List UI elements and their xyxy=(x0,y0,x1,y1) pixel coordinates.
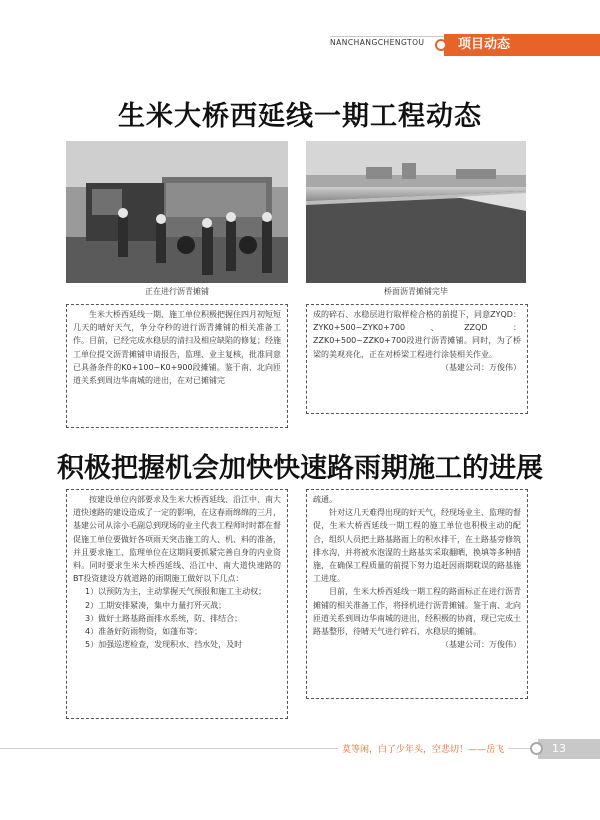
footer-rule xyxy=(0,748,600,749)
section-tab: 项目动态 xyxy=(444,34,600,56)
article1-signature: （基建公司：万俊伟） xyxy=(441,362,521,372)
photo-paving-in-progress xyxy=(66,141,288,283)
section-tab-dot-icon xyxy=(435,39,447,51)
list-item: 2）工期安排紧凑，集中力量打歼灭战； xyxy=(85,600,227,610)
article2-intro: 按建设单位内部要求及生米大桥西延线、沿江中、南大道快速路的建设造成了一定的影响，在这春雨绵绵的三月，基建公司从涂小毛副总到现场的业主代表工程师时时都在督促施工单位要做好各项雨天突击施工的人、机、料的准备，并且要求施工、监理单位在这期间要抓紧完善自身的内业资料。同时要求生米大桥西延线、沿江中、南大道快速路的BT投资建设方就道路的雨期施工做好以下几点： xyxy=(73,495,281,584)
article2-column-1 xyxy=(66,489,288,719)
article1-paragraph: 生米大桥西延线一期、施工单位积极把握住四月初短短几天的晴好天气，争分夺秒的进行沥青摊铺的相关准备工作。目前，已经完成水稳层的清扫及相应缺陷的修复；经施工单位提交沥青摊铺申请报告，监理、业主复核，批准同意已具备条件的K0+100~K0+900段摊铺。鉴于南、北向匝道关系到周边华南城的进出，在对已摊铺完 xyxy=(73,310,281,386)
article2-signature: （基建公司：万俊伟） xyxy=(441,640,521,650)
photo-paved-bridge-deck xyxy=(306,141,526,283)
photo2-caption: 桥面沥青摊铺完毕 xyxy=(384,287,448,296)
article1-paragraph-continued: 成的碎石、水稳层进行取样检合格的前提下，同意ZYQD：ZYK0+500~ZYK0+700、ZZQD：ZZK0+500~ZZK0+700段进行沥青摊铺。同时，为了桥梁的美观亮化，正在对桥梁工程进行涂装相关作业。 xyxy=(313,310,521,359)
article1-column-2 xyxy=(306,304,528,414)
bridge-deck-illustration xyxy=(306,141,526,283)
footer-quote: 莫等闲，白了少年头，空悲切！——岳飞 xyxy=(338,742,508,755)
photo1-caption: 正在进行沥青摊铺 xyxy=(145,287,209,296)
article1-column-1 xyxy=(66,304,288,428)
article2-continuation: 疏通。 xyxy=(313,495,337,504)
page-number-dot-icon xyxy=(530,742,543,755)
article2-column-2 xyxy=(306,489,528,699)
article1-title: 生米大桥西延线一期工程动态 xyxy=(118,101,482,132)
list-item: 4）准备好防雨物资，如蓬布等； xyxy=(85,627,203,637)
page-number: 13 xyxy=(538,739,600,759)
list-item: 3）做好土路基路面排水系统，防、排结合； xyxy=(85,613,243,623)
list-item: 5）加强巡逻检查，发现积水、挡水处，及时 xyxy=(85,640,243,650)
paving-scene-illustration xyxy=(66,141,288,283)
list-item: 1）以预防为主，主动掌握天气预报和施工主动权； xyxy=(85,587,267,597)
article2-title: 积极把握机会加快快速路雨期施工的进展 xyxy=(57,453,543,484)
article2-paragraph: 目前，生米大桥西延线一期工程的路面标正在进行沥青摊铺的相关准备工作，将择机进行沥青摊铺。鉴于南、北向匝道关系到周边华南城的进出，经积极的协商，现已完成土路基整形，待晴天气进行碎石、水稳层的摊铺。 xyxy=(313,587,521,637)
running-head: NANCHANGCHENGTOU xyxy=(330,38,425,47)
article2-paragraph: 针对这几天难得出现的好天气，经现场业主、监理的督促，生米大桥西延线一期工程的施工单位也积极主动的配合，组织人员把土路基路面上的积水排干，在土路基旁修筑排水沟，并将被水泡湿的土路基实采取翻晒，换填等多种措施，在确保工程质量的前提下努力追赶因雨期耽误的路基施工进度。 xyxy=(313,508,521,584)
